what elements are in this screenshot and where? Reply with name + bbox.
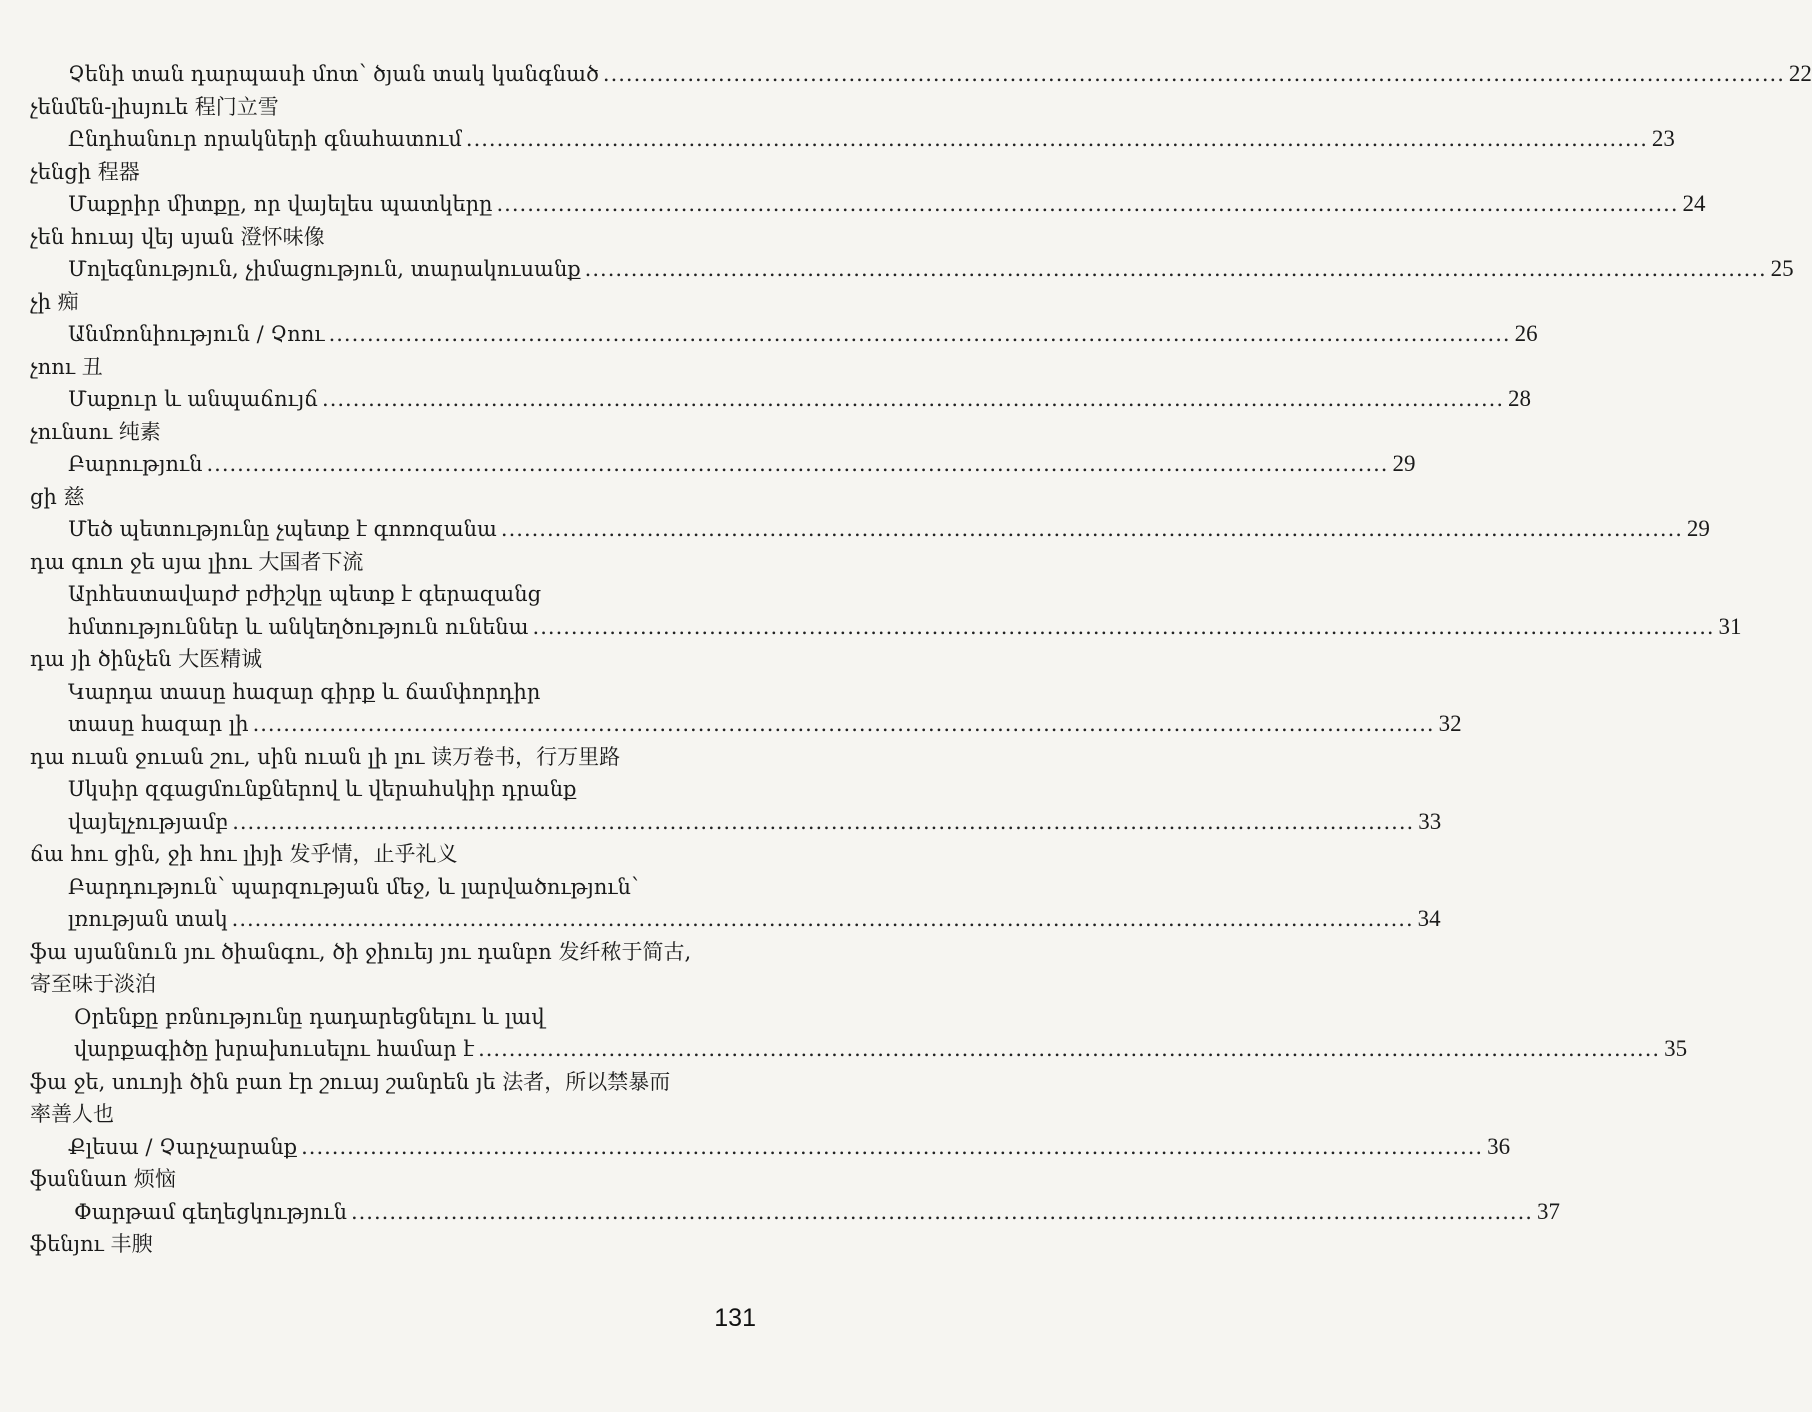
entry-text: Փարթամ գեղեցկություն <box>74 1199 347 1224</box>
entry-page-number: 28 <box>1508 386 1532 411</box>
dot-leader: .......................................................................................................................................................... <box>206 452 1389 476</box>
index-entry-term: ցի 慈 <box>30 484 85 509</box>
dot-leader: .......................................................................................................................................................... <box>478 1037 1661 1061</box>
index-entry-term: ֆա ջե, սուոյի ծին բաո էր շուայ շանրեն յե 法者，所以禁暴而 <box>30 1069 671 1094</box>
index-entry-gloss: Օրենքը բռնությունը դադարեցնելու և լավ <box>74 1004 545 1029</box>
entry-page-number: 22 <box>1788 61 1812 86</box>
entry-page-number: 32 <box>1438 711 1462 736</box>
index-entry-gloss <box>30 1033 1688 1066</box>
entry-page-number: 26 <box>1514 321 1538 346</box>
entry-text: լռության տակ <box>68 907 228 931</box>
index-entry-term: չի 痴 <box>30 289 79 314</box>
entry-text: Բարություն <box>68 452 203 476</box>
index-entry-gloss <box>30 318 1538 351</box>
dot-leader: .......................................................................................................................................................... <box>301 1134 1484 1159</box>
index-entry-gloss <box>30 383 1532 416</box>
dot-leader: .......................................................................................................................................................... <box>232 809 1415 834</box>
dot-leader: .......................................................................................................................................................... <box>496 192 1679 216</box>
index-entry-term: չենցի 程器 <box>30 159 140 184</box>
index-entry-gloss: Կարդա տասը հազար գիրք և ճամփորդիր <box>68 679 541 704</box>
entry-text: Քլեսա / Չարչարանք <box>68 1134 298 1159</box>
index-entry-gloss: Բարդություն՝ պարզության մեջ, և լարվածություն՝ <box>68 874 639 899</box>
dot-leader: .......................................................................................................................................................... <box>532 614 1715 639</box>
entry-page-number: 31 <box>1718 613 1742 639</box>
index-entry-gloss <box>30 708 1462 741</box>
index-entry-gloss <box>30 448 1416 481</box>
entry-page-number: 23 <box>1651 126 1675 151</box>
entry-page-number: 33 <box>1418 808 1442 834</box>
index-entry-gloss: Արհեստավարժ բժիշկը պետք է գերազանց <box>68 582 542 606</box>
entry-page-number: 36 <box>1487 1133 1511 1159</box>
dot-leader: .......................................................................................................................................................... <box>252 712 1435 736</box>
dot-leader: .......................................................................................................................................................... <box>231 907 1414 931</box>
index-list <box>30 58 1812 1261</box>
entry-page-number: 37 <box>1536 1198 1560 1224</box>
index-entry-term: չունսու 纯素 <box>30 419 161 444</box>
index-entry-term: ֆա սյաննուն յու ծիանգու, ծի ջիուեյ յու դանբո 发纤秾于简古, <box>30 939 692 964</box>
index-entry-term: չոու 丑 <box>30 354 103 379</box>
index-entry-term: դա յի ծինչեն 大医精诚 <box>30 647 263 671</box>
index-entry-gloss <box>30 58 1812 91</box>
dot-leader: .......................................................................................................................................................... <box>500 517 1683 541</box>
dot-leader: .......................................................................................................................................................... <box>328 322 1511 346</box>
index-entry-term: դա գուո ջե սյա լիու 大国者下流 <box>30 549 364 574</box>
index-entry-gloss <box>30 188 1706 221</box>
index-entry-gloss <box>30 123 1675 156</box>
dot-leader: .......................................................................................................................................................... <box>465 127 1648 151</box>
entry-text: Մաքուր և անպաճույճ <box>68 387 319 411</box>
index-entry-term: ճա հու ցին, ջի հու լիյի 发乎情，止乎礼义 <box>30 842 458 866</box>
entry-text: վարքագիծը խրախուսելու համար է <box>74 1037 475 1061</box>
index-entry-gloss <box>30 611 1742 644</box>
entry-text: հմտություններ և անկեղծություն ունենա <box>68 614 529 639</box>
entry-page-number: 24 <box>1682 191 1706 216</box>
index-entry-gloss: Սկսիր զգացմունքներով և վերահսկիր դրանք <box>68 777 577 801</box>
index-entry-term: ֆենյու 丰腴 <box>30 1232 153 1256</box>
index-entry-term: չեն հուայ վեյ սյան 澄怀味像 <box>30 224 325 249</box>
entry-text: Անմռոնիություն / Չոու <box>68 322 325 346</box>
entry-page-number: 35 <box>1664 1036 1688 1061</box>
entry-text: Մոլեգնություն, չիմացություն, տարակուսանք <box>68 257 581 281</box>
index-entry-term: ֆաննաո 烦恼 <box>30 1167 176 1191</box>
index-entry-term: 寄至味于淡泊 <box>30 972 156 996</box>
dot-leader: .......................................................................................................................................................... <box>350 1199 1533 1224</box>
entry-text: տասը հազար լի <box>68 712 249 736</box>
entry-page-number: 25 <box>1770 256 1794 281</box>
index-entry-gloss <box>30 903 1441 936</box>
entry-text: Մեծ պետությունը չպետք է գոռոզանա <box>68 517 497 541</box>
index-entry-term: 率善人也 <box>30 1102 114 1126</box>
entry-page-number: 34 <box>1417 906 1441 931</box>
entry-page-number: 29 <box>1686 516 1710 541</box>
dot-leader: .......................................................................................................................................................... <box>322 387 1505 411</box>
index-entry-term: չենմեն-լիսյուե 程门立雪 <box>30 94 279 119</box>
page-number: 131 <box>714 1304 756 1332</box>
index-entry-gloss <box>30 1131 1511 1164</box>
entry-page-number: 29 <box>1392 451 1416 476</box>
index-entry-gloss <box>30 253 1794 286</box>
index-entry-gloss <box>30 806 1442 839</box>
entry-text: Մաքրիր միտքը, որ վայելես պատկերը <box>68 192 493 216</box>
index-entry-gloss <box>30 1196 1560 1229</box>
dot-leader: .......................................................................................................................................................... <box>602 62 1785 86</box>
entry-text: Ընդհանուր որակների գնահատում <box>68 127 462 151</box>
index-entry-gloss <box>30 513 1710 546</box>
entry-text: Չենի տան դարպասի մոտ՝ ծյան տակ կանգնած <box>68 62 599 86</box>
entry-text: վայելչությամբ <box>68 809 229 834</box>
index-entry-term: դա ուան ջուան շու, սին ուան լի լու 读万卷书，行万里路 <box>30 744 621 769</box>
dot-leader: .......................................................................................................................................................... <box>584 257 1767 281</box>
